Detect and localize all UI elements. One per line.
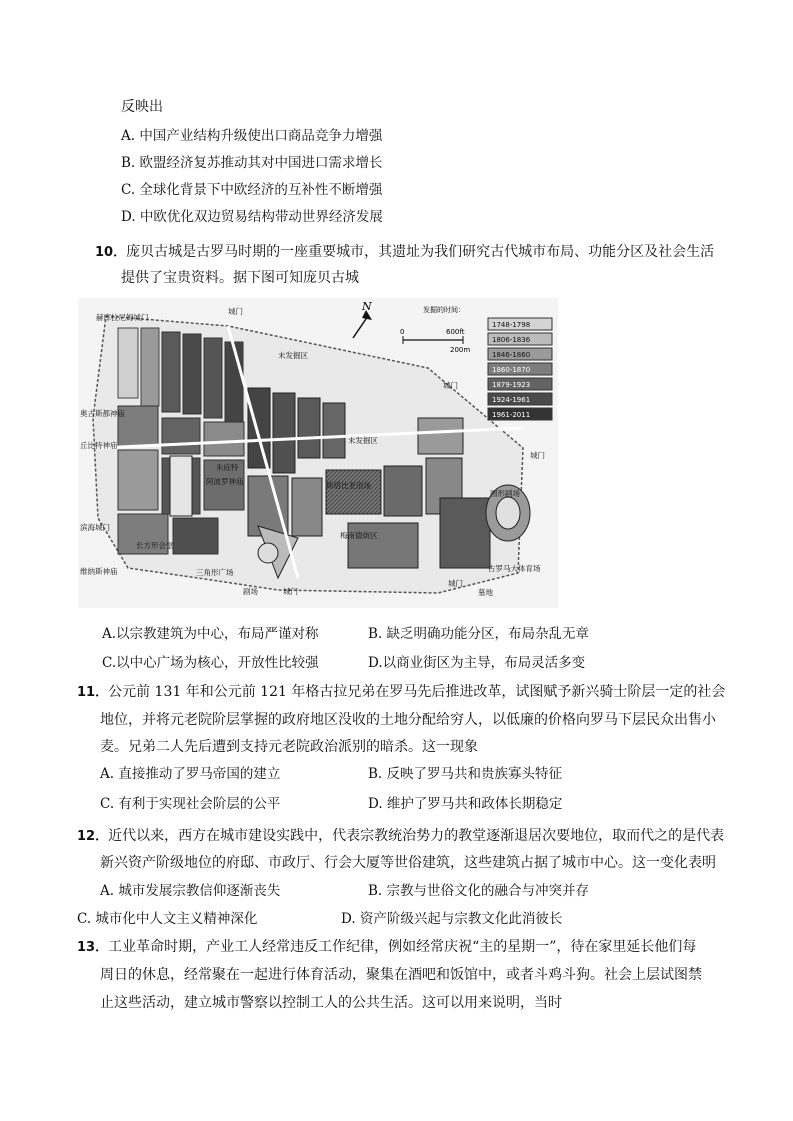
q11-option-d: D. 维护了罗马共和政体长期稳定 (368, 796, 563, 812)
label-unexcavated-1: 未发掘区 (278, 351, 308, 360)
legend-title: 发掘的时间： (423, 306, 465, 314)
label-amphitheatre: 圆形剧场 (490, 489, 520, 498)
label-unexcavated-2: 未发掘区 (348, 436, 378, 445)
q11-stem-line2: 地位，并将元老院阶层掌握的政府地区没收的土地分配给穷人，以低廉的价格向罗马下层民众出售小 (100, 712, 716, 728)
legend-label: 1806-1836 (492, 336, 531, 344)
legend-label: 1879-1923 (492, 381, 531, 389)
q11-option-c: C. 有利于实现社会阶层的公平 (100, 796, 281, 812)
label-palaestra: 古罗马大体育场 (488, 564, 541, 573)
q11-option-a: A. 直接推动了罗马帝国的建立 (100, 766, 281, 782)
q12-option-b: B. 宗教与世俗文化的融合与冲突并存 (368, 883, 590, 899)
pompeii-map (78, 298, 558, 608)
q10-option-c: C.以中心广场为核心，开放性比较强 (102, 655, 319, 671)
forum-area (170, 456, 192, 516)
legend-label: 1846-1860 (492, 351, 531, 359)
label-stabian-baths: 斯塔比亚浴场 (326, 481, 371, 490)
q13-number: 13． (77, 940, 109, 955)
label-gate-top: 城门 (228, 307, 243, 316)
label-cemetery: 墓地 (478, 588, 493, 597)
q12-stem-line2: 新兴资产阶级地位的府邸、市政厅、行会大厦等世俗建筑，这些建筑占据了城市中心。这一变化表明 (100, 855, 716, 871)
q10-stem-line1 (95, 242, 714, 263)
q10-text1: 庞贝古城是古罗马时期的一座重要城市，其遗址为我们研究古代城市布局、功能分区及社会生活 (126, 244, 715, 260)
q12-option-c: C. 城市化中人文主义精神深化 (77, 911, 258, 927)
svg-text:600ft: 600ft (446, 328, 465, 336)
q12-option-a: A. 城市发展宗教信仰逐渐丧失 (100, 883, 281, 899)
q13-stem-line3: 止这些活动，建立城市警察以控制工人的公共生活。这可以用来说明，当时 (100, 995, 562, 1011)
q12-number: 12． (77, 829, 109, 844)
q10-option-b: B. 缺乏明确功能分区，布局杂乱无章 (368, 626, 590, 642)
q10-option-a: A.以宗教建筑为中心，布局严谨对称 (102, 626, 319, 642)
q11-text1: 公元前 131 年和公元前 121 年格古拉兄弟在罗马先后推进改革，试图赋予新兴骑士阶层一定的社会 (108, 684, 726, 700)
q13-stem-line2: 周日的休息，经常聚在一起进行体育活动，聚集在酒吧和饭馆中，或者斗鸡斗狗。社会上层试图禁 (100, 967, 702, 983)
legend-label: 1961-2011 (492, 411, 531, 419)
label-augustus-temple: 奥古斯都神庙 (80, 409, 125, 418)
label-gate-right-1: 城门 (443, 381, 458, 390)
label-gate-bottom-1: 城门 (283, 587, 298, 596)
label-apollo-temple: 阿波罗神庙 (206, 477, 244, 486)
label-gate-bottom-2: 城门 (448, 579, 463, 588)
q10-number: 10． (95, 245, 127, 260)
q10-stem-line2: 提供了宝贵资料。据下图可知庞贝古城 (121, 270, 359, 286)
legend-label: 1860-1870 (492, 366, 531, 374)
q9-option-c: C. 全球化背景下中欧经济的互补性不断增强 (121, 182, 383, 198)
svg-text:0: 0 (400, 328, 405, 336)
q9-option-a: A. 中国产业结构升级使出口商品竞争力增强 (121, 128, 383, 144)
q9-option-b: B. 欧盟经济复苏推动其对中国进口需求增长 (121, 155, 383, 171)
label-jupiter-temple: 丘比特神庙 (80, 441, 118, 450)
legend-label: 1748-1798 (492, 321, 531, 329)
q13-stem-line1 (77, 937, 696, 958)
q12-option-d: D. 资产阶级兴起与宗教文化此消彼长 (341, 911, 563, 927)
label-venus-temple: 维纳斯神庙 (80, 567, 118, 576)
label-menander-block: 梅南德街区 (340, 531, 378, 540)
q9-option-d: D. 中欧优化双边贸易结构带动世界经济发展 (121, 209, 383, 225)
q13-text1: 工业革命时期，产业工人经常违反工作纪律，例如经常庆祝“主的星期一”，待在家里延长他们每 (108, 939, 697, 955)
label-sea-gate: 滨海城门 (80, 523, 110, 532)
svg-text:N: N (362, 300, 372, 313)
q9-stem-tail: 反映出 (121, 99, 163, 115)
legend-label: 1924-1961 (492, 396, 531, 404)
q12-text1: 近代以来，西方在城市建设实践中，代表宗教统治势力的教堂逐渐退居次要地位，取而代之的是代表 (108, 828, 725, 844)
q12-stem-line1 (77, 826, 724, 847)
label-triangular-forum: 三角形广场 (196, 568, 234, 577)
label-basilica: 长方形会堂 (136, 541, 174, 550)
q11-stem-line3: 麦。兄弟二人先后遭到支持元老院政治派别的暗杀。这一现象 (100, 739, 478, 755)
svg-text:200m: 200m (450, 346, 471, 354)
label-herculaneum-gate: 赫库拉尼姆城门 (96, 313, 149, 322)
theatre (258, 543, 278, 563)
label-theatre: 剧场 (243, 587, 258, 596)
label-jupiter: 朱庇特 (216, 463, 239, 472)
label-gate-right-2: 城门 (530, 451, 545, 460)
q10-option-d: D.以商业街区为主导，布局灵活多变 (368, 655, 586, 671)
q11-option-b: B. 反映了罗马共和贵族寡头特征 (368, 766, 563, 782)
q11-number: 11． (77, 685, 109, 700)
q11-stem-line1 (77, 682, 725, 703)
